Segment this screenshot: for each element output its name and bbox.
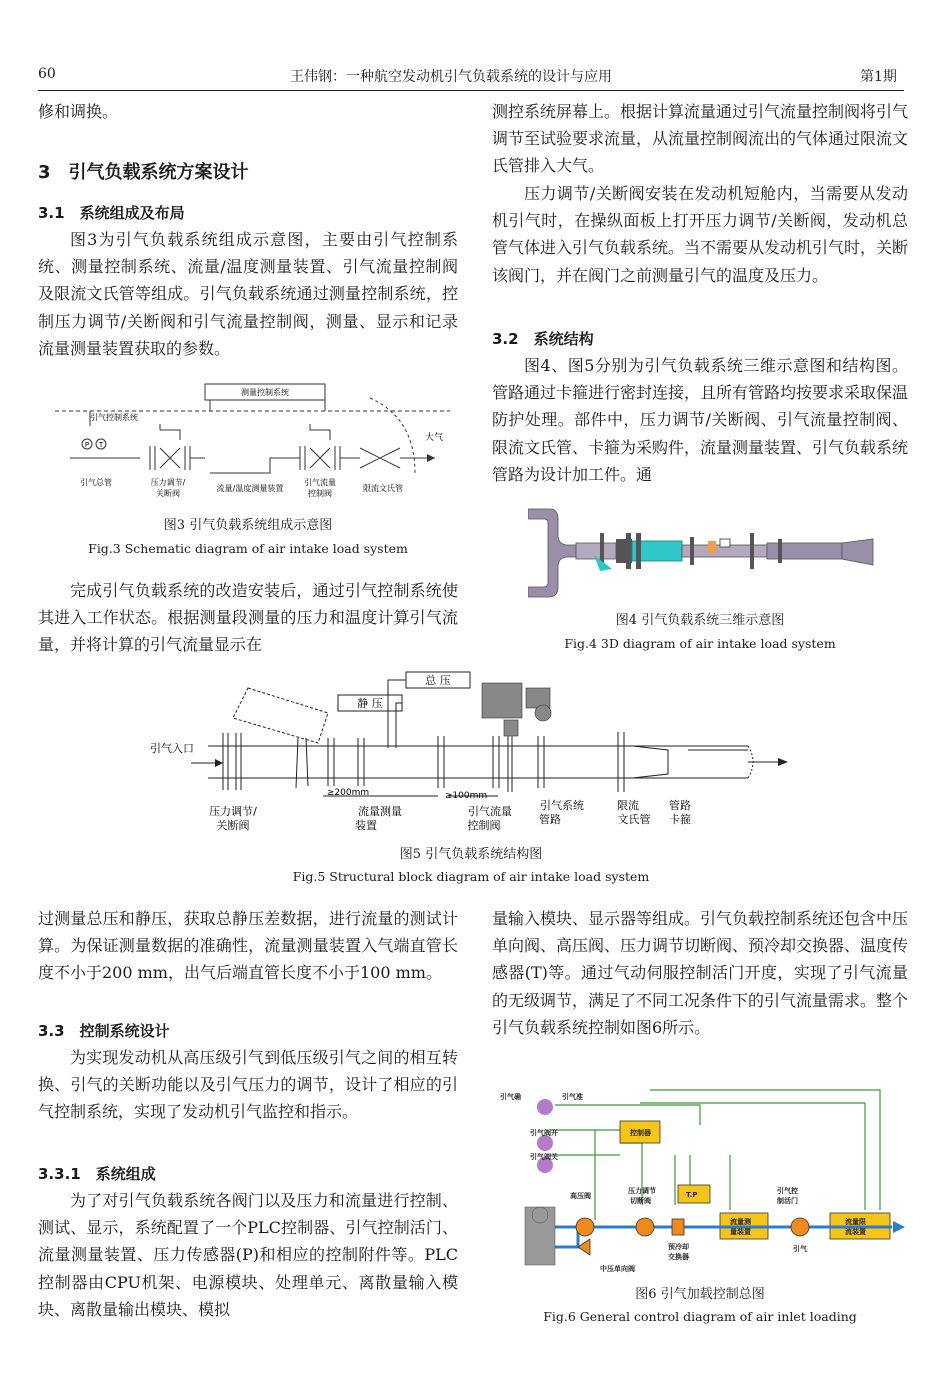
fig6-label-vent-1: 流量限 (845, 1218, 866, 1226)
label-flow-valve-2: 控制阀 (308, 489, 332, 498)
label-length-100: ≥100mm (444, 791, 488, 801)
label-flow-meas-2: 装置 (355, 819, 377, 832)
paragraph: 完成引气负载系统的改造安装后，通过引气控制系统使其进入工作状态。根据测量段测量的压力和温度计算引气流量，并将计算的引气流量显示在 (38, 581, 458, 655)
label-press-valve: 压力调节/ (150, 478, 186, 487)
fig6-label-tp: T.P (686, 1191, 698, 1199)
label-static-pressure: 静 压 (357, 697, 383, 710)
label-venturi: 限流 (617, 799, 639, 812)
fig6-label-hp: 高压阀 (570, 1192, 591, 1200)
fig6-label-ctrl-2: 制活门 (777, 1197, 798, 1205)
fig6-label-l2: 引气准 (562, 1093, 583, 1101)
paragraph: 测控系统屏幕上。根据计算流量通过引气流量控制阀将引气调节至试验要求流量，从流量控制阀流出的气体通过限流文氏管排入大气。 (492, 102, 909, 176)
label-bleed-pipe-2: 管路 (539, 813, 561, 826)
fig6-label-pre-2: 交换器 (668, 1253, 689, 1261)
fig6-label-ctrl-1: 引气控 (777, 1187, 798, 1195)
label-press-valve-2: 关断阀 (216, 819, 250, 832)
fig6-label-mp: 中压单向阀 (600, 1265, 635, 1273)
header-rule (38, 90, 904, 91)
label-main-pipe: 引气总管 (80, 478, 112, 487)
label-bleed-pipe: 引气系统 (540, 799, 584, 812)
label-venturi: 限流文氏管 (363, 484, 403, 493)
figure-3-caption-cn: 图3 引气负载系统组成示意图 (163, 518, 333, 533)
page-number: 60 (38, 66, 56, 82)
figure-4-caption-cn: 图4 引气负载系统三维示意图 (615, 613, 785, 628)
fig6-label-prv-1: 压力调节 (628, 1187, 656, 1195)
figure-4-caption-en: Fig.4 3D diagram of air intake load system (564, 636, 836, 651)
label-total-pressure: 总 压 (425, 674, 451, 687)
label-flow-meas: 流量测量 (358, 805, 402, 818)
label-press-valve: 压力调节/ (209, 805, 257, 818)
figure-3-caption-en: Fig.3 Schematic diagram of air intake load system (88, 541, 408, 556)
figure-6-diagram (500, 1085, 910, 1285)
fig6-label-meas-2: 量装置 (730, 1228, 751, 1236)
label-press-valve-2: 关断阀 (156, 489, 180, 498)
figure-5-caption-en: Fig.5 Structural block diagram of air intake load system (292, 869, 650, 884)
issue-number: 第1期 (860, 69, 897, 85)
paragraph: 图3为引气负载系统组成示意图，主要由引气控制系统、测量控制系统、流量/温度测量装置、引气流量控制阀及限流文氏管等组成。引气负载系统通过测量控制系统，控制压力调节/关断阀和引气流量控制阀，测量、显示和记录流量测量装置获取的参数。 (38, 230, 458, 358)
figure-4-3d-diagram (528, 505, 878, 600)
fig6-label-vent-2: 流装置 (845, 1228, 866, 1236)
fig6-label-l1: 引气确 (500, 1093, 521, 1101)
figure-6-caption-cn: 图6 引气加载控制总图 (635, 1287, 765, 1302)
paragraph: 修和调换。 (38, 102, 119, 121)
paragraph: 压力调节/关断阀安装在发动机短舱内，当需要从发动机引气时，在操纵面板上打开压力调节/关断阀，发动机总管气体进入引气负载系统。当不需要从发动机引气时，关断该阀门，并在阀门之前测量引气的温度及压力。 (492, 184, 909, 285)
fig6-label-bleed: 引气 (793, 1245, 807, 1253)
paragraph: 过测量总压和静压，获取总静压差数据，进行流量的测试计算。为保证测量数据的准确性，流量测量装置入气端直管长度不小于200 mm，出气后端直管长度不小于100 mm。 (38, 909, 458, 983)
section-heading: 3 引气负载系统方案设计 (38, 162, 249, 183)
label-clamp-2: 卡箍 (669, 813, 691, 826)
label-bleed-ctrl: 引气控制系统 (90, 413, 138, 422)
fig6-label-pre-1: 预冷却 (668, 1243, 689, 1251)
paragraph: 图4、图5分别为引气负载系统三维示意图和结构图。管路通过卡箍进行密封连接，且所有管路均按要求采取保温防护处理。部件中，压力调节/关断阀、引气流量控制阀、限流文氏管、卡箍为采购件，流量测量装置、引气负载系统管路为设计加工件。通 (492, 356, 909, 484)
label-flow-valve: 引气流量 (468, 805, 512, 818)
subsection-heading: 3.2 系统结构 (492, 330, 594, 348)
label-clamp: 管路 (669, 799, 691, 812)
label-flow-valve: 引气流量 (304, 478, 336, 487)
fig6-label-l3: 引气阀开 (530, 1129, 558, 1137)
fig6-label-meas-1: 流量测 (730, 1218, 751, 1226)
fig6-label-prv-2: 切断阀 (630, 1197, 651, 1205)
label-flow-temp: 流量/温度测量装置 (216, 484, 284, 493)
label-measure-ctrl: 测量控制系统 (241, 388, 289, 397)
paragraph: 量输入模块、显示器等组成。引气负载控制系统还包含中压单向阀、高压阀、压力调节切断阀、预冷却交换器、温度传感器(T)等。通过气动伺服控制活门开度，实现了引气流量的无级调节，满足了不同工况条件下的引气流量需求。整个引气负载系统控制如图6所示。 (492, 909, 909, 1037)
figure-5-caption-cn: 图5 引气负载系统结构图 (399, 847, 543, 862)
subsection-heading: 3.3.1 系统组成 (38, 1165, 156, 1183)
figure-5-diagram (148, 668, 798, 838)
label-length-200: ≥200mm (326, 788, 370, 798)
label-inlet: 引气入口 (150, 742, 194, 755)
subsection-heading: 3.1 系统组成及布局 (38, 204, 185, 222)
paragraph: 为实现发动机从高压级引气到低压级引气之间的相互转换、引气的关断功能以及引气压力的调节，设计了相应的引气控制系统，实现了发动机引气监控和指示。 (38, 1048, 458, 1122)
label-flow-valve-2: 控制阀 (467, 819, 501, 832)
label-p: P (84, 441, 90, 449)
fig6-label-l4: 引气阀关 (530, 1153, 558, 1161)
subsection-heading: 3.3 控制系统设计 (38, 1022, 170, 1040)
paragraph: 为了对引气负载系统各阀门以及压力和流量进行控制、测试、显示，系统配置了一个PLC控制器、引气控制活门、流量测量装置、压力传感器(P)和相应的控制附件等。PLC控制器由CPU机架、电源模块、处理单元、离散量输入模块、离散量输出模块、模拟 (38, 1191, 458, 1319)
label-atm: 大气 (425, 433, 444, 443)
label-venturi-2: 文氏管 (617, 813, 651, 826)
fig6-label-plc: 控制器 (630, 1129, 651, 1137)
figure-6-caption-en: Fig.6 General control diagram of air inlet loading (543, 1309, 857, 1324)
label-t: T (98, 441, 104, 449)
running-title: 王伟钢：一种航空发动机引气负载系统的设计与应用 (290, 69, 612, 85)
figure-3-diagram (55, 378, 455, 506)
